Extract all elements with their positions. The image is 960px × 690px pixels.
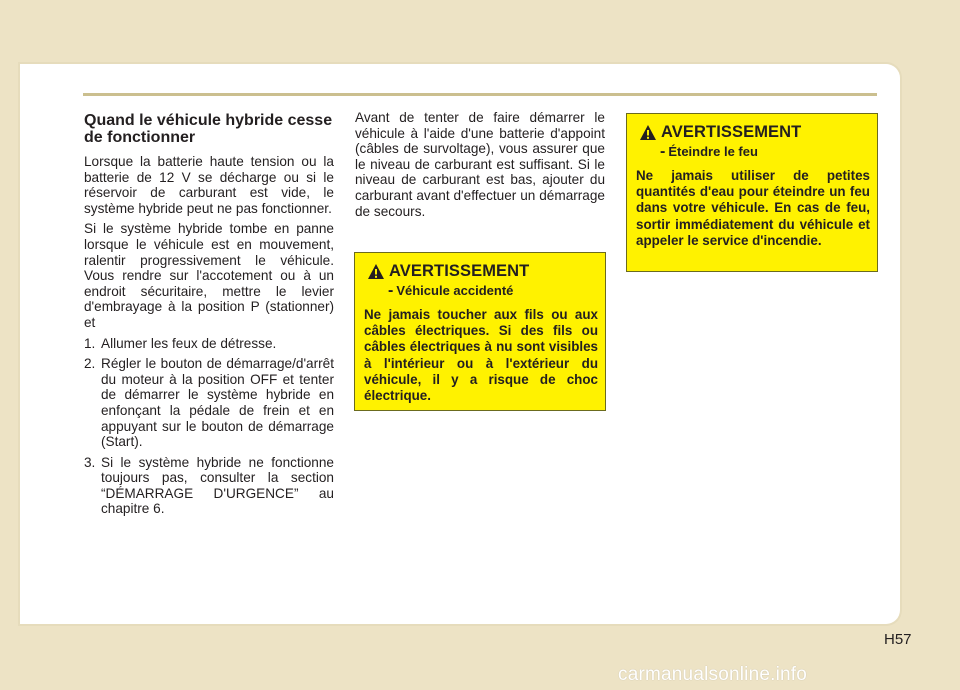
warning-subtitle: Éteindre le feu bbox=[668, 144, 758, 159]
page-number: H57 bbox=[884, 631, 912, 648]
warning-body: Ne jamais utiliser de petites quantités d'eau pour éteindre un feu dans votre véhicule. En cas de feu, sortir immédiatement du véhicule et appeler le service d'incendie. bbox=[636, 168, 870, 248]
list-item bbox=[84, 356, 334, 450]
warning-dash: - bbox=[388, 282, 394, 299]
left-column bbox=[84, 112, 334, 522]
list-number: 3. bbox=[84, 454, 96, 470]
paragraph: Avant de tenter de faire démarrer le véhicule à l'aide d'une batterie d'appoint (câbles de survoltage), vous assurer que le niveau de carburant est suffisant. Si le niveau de carburant est bas, ajouter du carburant avant d'effectuer un démarrage de secours. bbox=[355, 110, 605, 219]
warning-subtitle-line bbox=[388, 282, 598, 300]
warning-header bbox=[639, 123, 870, 142]
warning-body: Ne jamais toucher aux fils ou aux câbles électriques. Si des fils ou câbles électriques à nu sont visibles à l'intérieur ou à l'extérieur du véhicule, il y a risque de choc électrique. bbox=[364, 307, 598, 404]
warning-dash: - bbox=[660, 143, 666, 160]
list-text: Si le système hybride ne fonctionne toujours pas, consulter la section “DÉMARRAGE D'URGENCE” au chapitre 6. bbox=[101, 454, 334, 517]
list-item bbox=[84, 455, 334, 517]
warning-title: AVERTISSEMENT bbox=[389, 262, 530, 280]
paragraph: Si le système hybride tombe en panne lorsque le véhicule est en mouvement, ralentir progressivement le véhicule. Vous rendre sur l'accotement ou à un endroit sécuritaire, mettre le levier d'embrayage à la position P (stationner) et bbox=[84, 221, 334, 330]
warning-box-fire bbox=[626, 113, 878, 272]
paragraph: Lorsque la batterie haute tension ou la batterie de 12 V se décharge ou si le réservoir de carburant est vide, le système hybride peut ne pas fonctionner. bbox=[84, 154, 334, 216]
warning-header bbox=[367, 262, 598, 281]
warning-subtitle: Véhicule accidenté bbox=[396, 283, 514, 298]
list-item bbox=[84, 336, 334, 352]
list-text: Allumer les feux de détresse. bbox=[101, 335, 277, 351]
warning-triangle-icon bbox=[639, 124, 657, 141]
header-rule bbox=[83, 93, 877, 96]
section-heading: Quand le véhicule hybride cesse de fonctionner bbox=[84, 112, 333, 146]
warning-triangle-icon bbox=[367, 263, 385, 280]
warning-title: AVERTISSEMENT bbox=[661, 123, 802, 141]
middle-column bbox=[355, 110, 605, 224]
list-number: 2. bbox=[84, 356, 96, 372]
warning-subtitle-line bbox=[660, 143, 870, 161]
footer-watermark: carmanualsonline.info bbox=[618, 664, 808, 685]
list-text: Régler le bouton de démarrage/d'arrêt du moteur à la position OFF et tenter de démarrer le système hybride en enfonçant la pédale de frein et en appuyant sur le bouton de démarrage (Start). bbox=[101, 356, 334, 450]
list-number: 1. bbox=[84, 335, 96, 351]
warning-box-accident bbox=[354, 252, 606, 411]
